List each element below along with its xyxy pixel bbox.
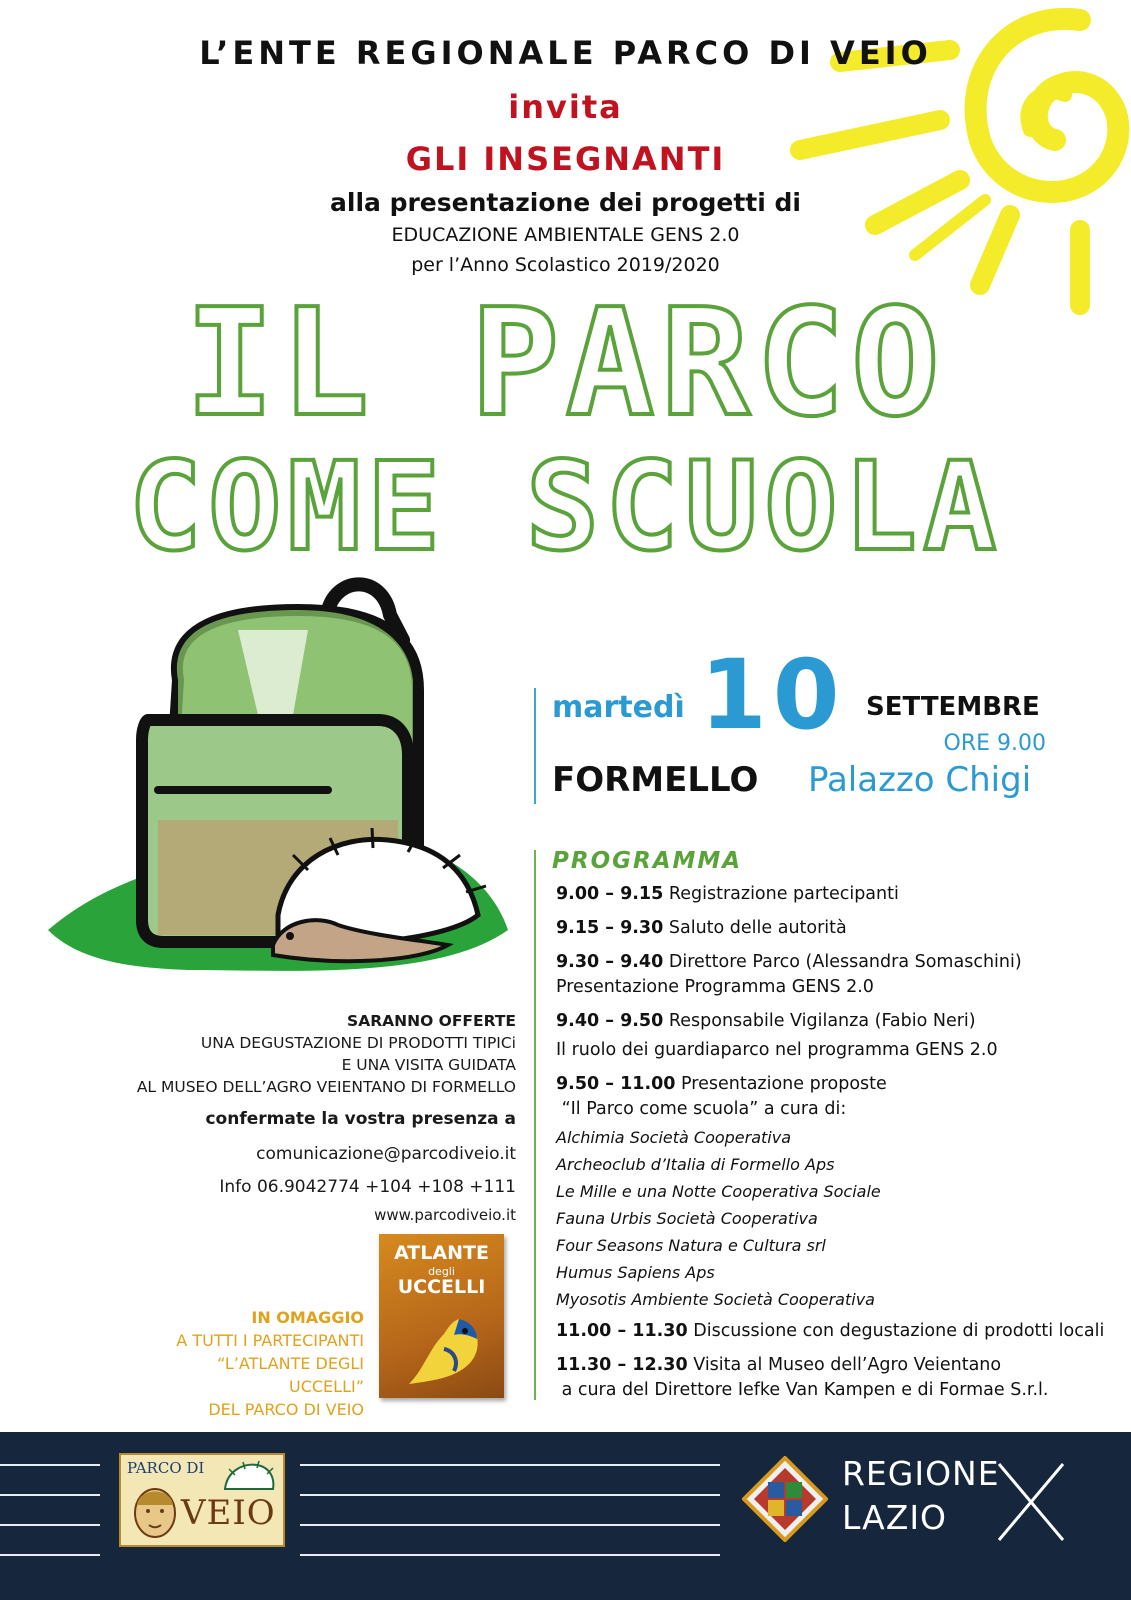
regione-line2: LAZIO (842, 1498, 948, 1537)
event-date-number: 10 (700, 639, 846, 751)
header-insegnanti: GLI INSEGNANTI (405, 140, 726, 178)
programma-time: 11.30 – 12.30 (556, 1355, 688, 1375)
programma-title: PROGRAMMA (552, 848, 743, 874)
contact-website[interactable]: www.parcodiveio.it (374, 1206, 516, 1224)
omaggio-line: DEL PARCO DI VEIO (208, 1400, 364, 1419)
footer-stripe (0, 1554, 100, 1556)
header-presentazione: alla presentazione dei progetti di (330, 188, 801, 217)
title-line2: COME SCUOLA (128, 436, 1003, 578)
regione-x-mark (995, 1460, 1067, 1544)
organization-item: Le Mille e una Notte Cooperativa Sociale (556, 1182, 881, 1201)
programma-time: 9.40 – 9.50 (556, 1011, 664, 1031)
footer-stripe (0, 1464, 100, 1466)
header-ente: L’ENTE REGIONALE PARCO DI VEIO (199, 34, 932, 72)
contact-phone: Info 06.9042774 +104 +108 +111 (219, 1177, 516, 1197)
programma-item (556, 1072, 1116, 1122)
programma-item (556, 916, 1116, 941)
programma-item (556, 1353, 1116, 1403)
footer-stripe (300, 1554, 720, 1556)
title-line1: IL PARCO (185, 277, 946, 449)
footer-stripe (0, 1494, 100, 1496)
footer-stripe (0, 1524, 100, 1526)
header-educazione: EDUCAZIONE AMBIENTALE GENS 2.0 (391, 224, 740, 246)
logo-veio-name: VEIO (181, 1493, 276, 1533)
programma-text: Presentazione proposte (681, 1074, 887, 1094)
backpack-illustration (38, 570, 518, 990)
book-title: UCCELLI (397, 1276, 486, 1298)
footer-stripe (300, 1524, 720, 1526)
programma-time: 9.30 – 9.40 (556, 952, 664, 972)
footer-stripe (300, 1464, 720, 1466)
programma-text: Responsabile Vigilanza (Fabio Neri) (668, 1011, 976, 1031)
event-month: SETTEMBRE (866, 692, 1040, 722)
programma-time: 9.00 – 9.15 (556, 884, 664, 904)
header-invita: invita (508, 88, 623, 126)
programma-time: 9.50 – 11.00 (556, 1074, 676, 1094)
offers-line: UNA DEGUSTAZIONE DI PRODOTTI TIPICi (200, 1034, 516, 1052)
etruscan-face-icon (127, 1481, 183, 1541)
programma-item (556, 1319, 1116, 1344)
organization-item: Archeoclub d’Italia di Formello Aps (556, 1155, 835, 1174)
regione-lazio-emblem (742, 1456, 828, 1542)
regione-line1: REGIONE (842, 1454, 1000, 1493)
event-city: FORMELLO (552, 760, 759, 800)
header-anno: per l’Anno Scolastico 2019/2020 (411, 254, 720, 276)
programma-text: Direttore Parco (Alessandra Somaschini) (668, 952, 1022, 972)
atlante-book-cover (379, 1234, 504, 1398)
confirm-text: confermate la vostra presenza a (205, 1109, 516, 1129)
programma-text: Discussione con degustazione di prodotti locali (693, 1321, 1105, 1341)
programma-sub: a cura del Direttore Iefke Van Kampen e di Formae S.r.l. (556, 1380, 1049, 1400)
bird-icon (399, 1309, 489, 1389)
contact-email[interactable]: comunicazione@parcodiveio.it (256, 1144, 516, 1164)
regione-lazio-logo (842, 1452, 1000, 1540)
programma-sub: Presentazione Programma GENS 2.0 (556, 977, 874, 997)
programma-text: Saluto delle autorità (668, 918, 847, 938)
programma-item (556, 1009, 1116, 1063)
programma-time: 11.00 – 11.30 (556, 1321, 688, 1341)
programma-divider (534, 850, 536, 1400)
programma-text: Visita al Museo dell’Agro Veientano (693, 1355, 1002, 1375)
programma-item (556, 882, 1116, 907)
programma-item (556, 950, 1116, 1000)
organization-item: Alchimia Società Cooperativa (556, 1128, 792, 1147)
event-place: Palazzo Chigi (808, 760, 1032, 800)
organization-item: Myosotis Ambiente Società Cooperativa (556, 1290, 875, 1309)
omaggio-heading: IN OMAGGIO (251, 1308, 364, 1327)
organization-item: Four Seasons Natura e Cultura srl (556, 1236, 826, 1255)
book-title: ATLANTE (394, 1242, 489, 1264)
omaggio-line: A TUTTI I PARTECIPANTI (176, 1331, 364, 1350)
offers-heading: SARANNO OFFERTE (347, 1012, 516, 1030)
offers-text (100, 1032, 516, 1098)
logo-veio-top: PARCO DI (127, 1459, 205, 1477)
programma-text: Registrazione partecipanti (668, 884, 899, 904)
hedgehog-icon (221, 1459, 277, 1493)
organization-item: Fauna Urbis Società Cooperativa (556, 1209, 818, 1228)
event-divider (534, 688, 536, 804)
programma-sub: “Il Parco come scuola” a cura di: (556, 1099, 847, 1119)
event-time: ORE 9.00 (943, 731, 1046, 756)
omaggio-line: “L’ATLANTE DEGLI UCCELLI” (217, 1354, 364, 1396)
footer-stripe (300, 1494, 720, 1496)
parco-di-veio-logo (119, 1453, 285, 1547)
programma-time: 9.15 – 9.30 (556, 918, 664, 938)
programma-sub: Il ruolo dei guardiaparco nel programma GENS 2.0 (556, 1040, 998, 1060)
programma-list (556, 882, 1116, 1412)
offers-line: E UNA VISITA GUIDATA (341, 1056, 516, 1074)
event-day: martedì (552, 690, 685, 725)
organization-list (556, 1124, 1116, 1313)
offers-line: AL MUSEO DELL’AGRO VEIENTANO DI FORMELLO (136, 1078, 516, 1096)
organization-item: Humus Sapiens Aps (556, 1263, 715, 1282)
book-title: degli (428, 1265, 455, 1278)
omaggio-text (160, 1306, 364, 1421)
